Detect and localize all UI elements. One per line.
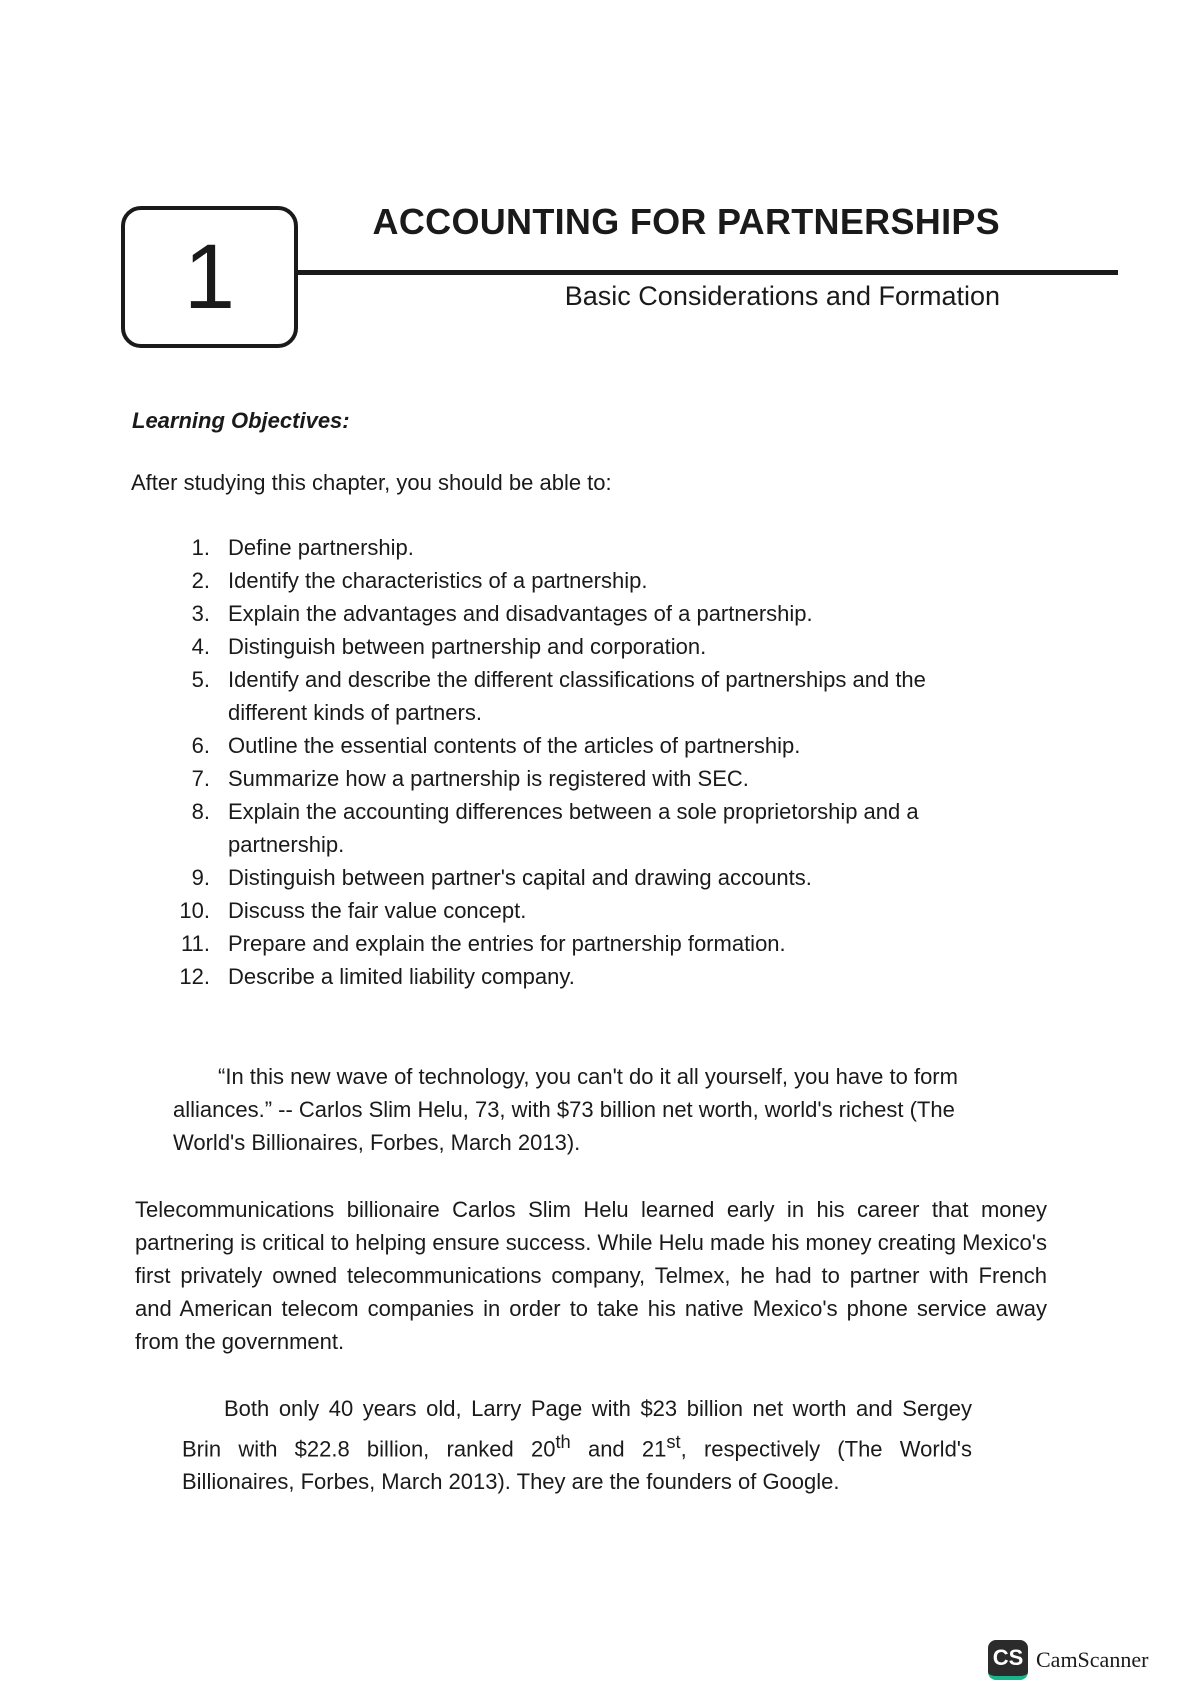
objective-item [155, 861, 975, 894]
objective-text: Explain the accounting differences between a sole proprietorship and a partnership. [228, 799, 919, 857]
objective-item [155, 564, 975, 597]
chapter-number-box [121, 206, 298, 348]
objective-item [155, 663, 975, 729]
camscanner-watermark [988, 1640, 1148, 1680]
objective-item [155, 531, 975, 564]
learning-objectives-heading: Learning Objectives: [132, 408, 350, 433]
camscanner-name: CamScanner [1036, 1647, 1149, 1672]
objective-text: Summarize how a partnership is registered with SEC. [228, 766, 749, 791]
chapter-subtitle: Basic Considerations and Formation [564, 281, 1000, 311]
objective-number: 2. [191, 568, 210, 593]
learning-objectives-intro: After studying this chapter, you should be able to: [131, 470, 612, 495]
body-paragraph-google [182, 1392, 972, 1498]
objective-text: Discuss the fair value concept. [228, 898, 527, 923]
objective-number: 5. [191, 667, 210, 692]
objective-number: 8. [191, 799, 210, 824]
objective-number: 12. [179, 964, 210, 989]
objective-number: 6. [191, 733, 210, 758]
objective-item [155, 729, 975, 762]
objective-text: Explain the advantages and disadvantages of a partnership. [228, 601, 813, 626]
paragraph-text: , respectively (The World's Billionaires, Forbes, March 2013). They are the founders of Google. [182, 1436, 973, 1495]
objective-item [155, 762, 975, 795]
objective-number: 4. [191, 634, 210, 659]
objective-number: 7. [191, 766, 210, 791]
chapter-rule [298, 270, 1118, 275]
objective-number: 11. [181, 931, 210, 956]
objective-text: Outline the essential contents of the articles of partnership. [228, 733, 801, 758]
objective-number: 3. [191, 601, 210, 626]
chapter-number: 1 [183, 226, 236, 328]
paragraph-text: Both only 40 years old, Larry Page with $23 billion net worth and Sergey Brin with $22.8 billion, ranked 20 [182, 1396, 972, 1462]
objective-text: Distinguish between partnership and corporation. [228, 634, 707, 659]
objective-item [155, 894, 975, 927]
objective-text: Identify the characteristics of a partnership. [228, 568, 648, 593]
camscanner-logo-icon: CS [988, 1640, 1028, 1680]
ordinal-suffix: th [555, 1431, 571, 1452]
objective-item [155, 597, 975, 630]
objective-item [155, 927, 975, 960]
chapter-title: ACCOUNTING FOR PARTNERSHIPS [372, 201, 1000, 242]
objective-number: 1. [191, 535, 210, 560]
objective-item [155, 960, 975, 993]
objective-number: 9. [191, 865, 210, 890]
objective-text: Identify and describe the different classifications of partnerships and the different kinds of partners. [228, 667, 926, 725]
objective-item [155, 795, 975, 861]
objective-text: Prepare and explain the entries for partnership formation. [228, 931, 786, 956]
paragraph-text: and 21 [570, 1436, 667, 1462]
ordinal-suffix: st [666, 1431, 681, 1452]
objective-text: Define partnership. [228, 535, 414, 560]
objective-text: Distinguish between partner's capital and drawing accounts. [228, 865, 812, 890]
body-paragraph: Telecommunications billionaire Carlos Slim Helu learned early in his career that money partnering is critical to helping ensure success. While Helu made his money creating Mexico's first privately owned telecommunications company, Telmex, he had to partner with French and American telecom companies in order to take his native Mexico's phone service away from the government. [135, 1197, 1047, 1354]
objective-text: Describe a limited liability company. [228, 964, 575, 989]
epigraph-quote: “In this new wave of technology, you can't do it all yourself, you have to form alliances.” -- Carlos Slim Helu, 73, with $73 billion net worth, world's richest (The World's Billionaires, Forbes, March 2013). [173, 1064, 958, 1155]
objective-item [155, 630, 975, 663]
learning-objectives-list [155, 531, 975, 993]
objective-number: 10. [179, 898, 210, 923]
